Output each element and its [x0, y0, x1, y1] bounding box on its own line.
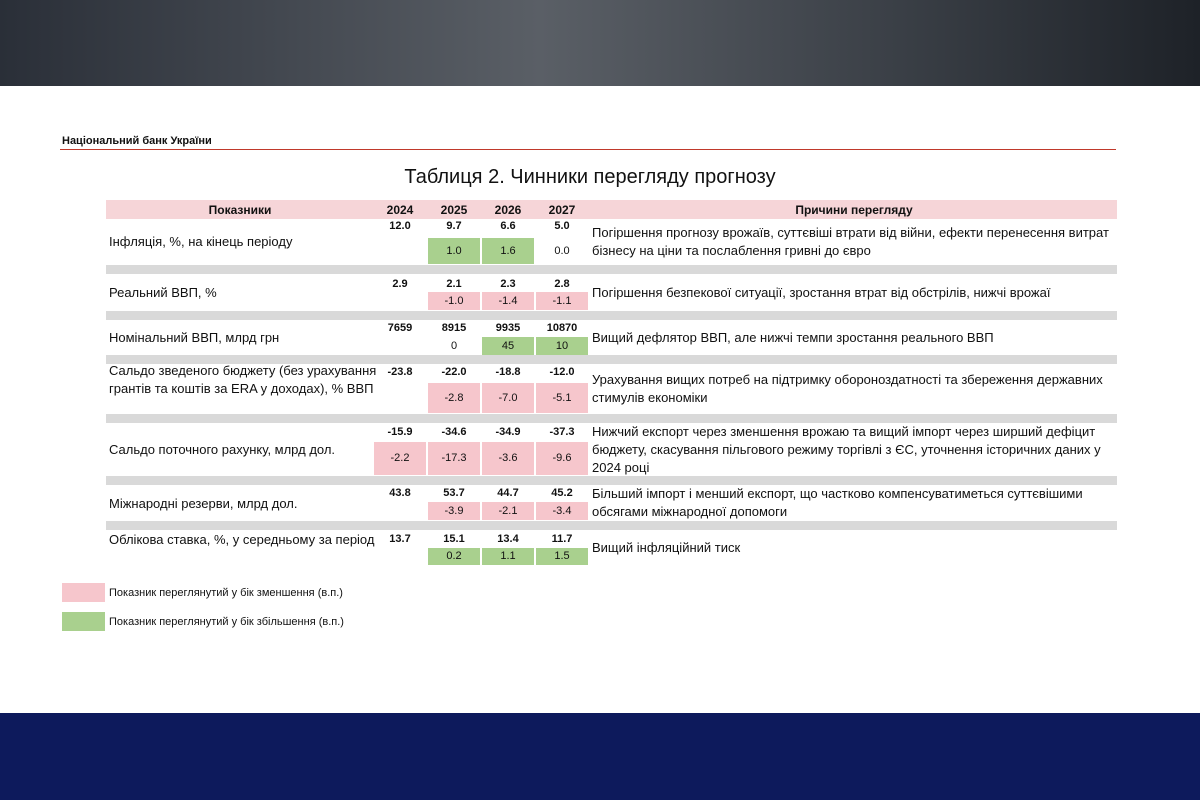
row-separator: [106, 476, 1117, 485]
value-current-account-2025: -34.6: [441, 426, 467, 438]
revision-budget-balance-2025: -2.8: [428, 383, 480, 413]
revision-budget-balance-2027: -5.1: [536, 383, 588, 413]
row-label-inflation: Інфляція, %, на кінець періоду: [109, 234, 293, 249]
row-separator: [106, 414, 1117, 423]
value-budget-balance-2024: -23.8: [387, 366, 413, 378]
revision-reserves-2027: -3.4: [536, 502, 588, 520]
reason-real-gdp: Погіршення безпекової ситуації, зростання втрат від обстрілів, нижчі врожаї: [592, 285, 1051, 300]
revision-nominal-gdp-2025: 0: [450, 340, 458, 352]
col-header-reasons: Причини перегляду: [795, 203, 913, 217]
value-real-gdp-2025: 2.1: [446, 278, 462, 290]
value-nominal-gdp-2025: 8915: [441, 322, 467, 334]
reason-current-account: Нижчий експорт через зменшення врожаю та вищий імпорт через ширший дефіцит бюджету, скасування пільгового режиму торгівлі з ЄС, уточнення історичних даних у 2024 році: [592, 424, 1101, 475]
value-inflation-2027: 5.0: [554, 220, 570, 232]
value-current-account-2026: -34.9: [495, 426, 521, 438]
col-header-indicator: Показники: [208, 203, 272, 217]
row-label-policy-rate: Облікова ставка, %, у середньому за період: [109, 532, 375, 547]
revision-current-account-2025: -17.3: [428, 442, 480, 475]
row-label-real-gdp: Реальний ВВП, %: [109, 285, 217, 300]
legend-increase-label: Показник переглянутий у бік збільшення (в.п.): [109, 616, 344, 628]
row-label-current-account: Сальдо поточного рахунку, млрд дол.: [109, 442, 336, 457]
top-banner: [0, 0, 1200, 86]
reason-inflation: Погіршення прогнозу врожаїв, суттєвіші втрати від війни, ефекти перенесення витрат бізнесу на ціни та послаблення гривні до євро: [592, 225, 1109, 258]
revision-inflation-2025: 1.0: [428, 238, 480, 264]
bottom-banner: [0, 713, 1200, 800]
value-policy-rate-2026: 13.4: [497, 533, 519, 545]
value-reserves-2026: 44.7: [497, 487, 519, 499]
revision-inflation-2026: 1.6: [482, 238, 534, 264]
col-header-2027: 2027: [548, 203, 576, 217]
value-real-gdp-2026: 2.3: [500, 278, 516, 290]
revision-current-account-2026: -3.6: [482, 442, 534, 475]
value-current-account-2024: -15.9: [387, 426, 413, 438]
value-inflation-2025: 9.7: [446, 220, 462, 232]
value-reserves-2024: 43.8: [389, 487, 411, 499]
reason-budget-balance: Урахування вищих потреб на підтримку обороноздатності та збереження державних стимулів економіки: [592, 372, 1103, 405]
value-nominal-gdp-2027: 10870: [546, 322, 578, 334]
row-label-nominal-gdp: Номінальний ВВП, млрд грн: [109, 330, 280, 345]
value-budget-balance-2026: -18.8: [495, 366, 521, 378]
revision-inflation-2027: 0.0: [554, 245, 570, 257]
revision-real-gdp-2026: -1.4: [482, 292, 534, 310]
revision-policy-rate-2025: 0.2: [428, 548, 480, 565]
revision-nominal-gdp-2026: 45: [482, 337, 534, 355]
value-inflation-2026: 6.6: [500, 220, 516, 232]
reason-nominal-gdp: Вищий дефлятор ВВП, але нижчі темпи зростання реального ВВП: [592, 330, 994, 345]
revision-budget-balance-2026: -7.0: [482, 383, 534, 413]
value-reserves-2025: 53.7: [443, 487, 465, 499]
value-current-account-2027: -37.3: [549, 426, 575, 438]
revision-real-gdp-2025: -1.0: [428, 292, 480, 310]
brand-name: Національний банк України: [62, 135, 212, 147]
row-label-budget-balance: Сальдо зведеного бюджету (без урахування грантів та коштів за ERA у доходах), % ВВП: [109, 363, 377, 396]
table-title: Таблиця 2. Чинники перегляду прогнозу: [404, 166, 776, 188]
revision-reserves-2026: -2.1: [482, 502, 534, 520]
reason-policy-rate: Вищий інфляційний тиск: [592, 540, 741, 555]
revision-policy-rate-2026: 1.1: [482, 548, 534, 565]
revision-real-gdp-2027: -1.1: [536, 292, 588, 310]
value-policy-rate-2025: 15.1: [443, 533, 465, 545]
legend-decrease-label: Показник переглянутий у бік зменшення (в.п.): [109, 587, 343, 599]
value-nominal-gdp-2024: 7659: [387, 322, 413, 334]
row-separator: [106, 521, 1117, 530]
legend-increase-swatch: [62, 612, 105, 631]
col-header-2025: 2025: [440, 203, 468, 217]
revision-policy-rate-2027: 1.5: [536, 548, 588, 565]
revision-current-account-2027: -9.6: [536, 442, 588, 475]
row-label-reserves: Міжнародні резерви, млрд дол.: [109, 496, 298, 511]
row-separator: [106, 311, 1117, 320]
value-policy-rate-2024: 13.7: [389, 533, 411, 545]
value-inflation-2024: 12.0: [389, 220, 411, 232]
revision-reserves-2025: -3.9: [428, 502, 480, 520]
value-budget-balance-2025: -22.0: [441, 366, 467, 378]
value-reserves-2027: 45.2: [551, 487, 573, 499]
reason-reserves: Більший імпорт і менший експорт, що частково компенсуватиметься суттєвішими обсягами міжнародної допомоги: [592, 486, 1083, 519]
value-budget-balance-2027: -12.0: [549, 366, 575, 378]
header-rule: [60, 149, 1116, 150]
revision-nominal-gdp-2027: 10: [536, 337, 588, 355]
value-policy-rate-2027: 11.7: [551, 533, 573, 545]
col-header-2026: 2026: [494, 203, 522, 217]
legend-decrease-swatch: [62, 583, 105, 602]
revision-current-account-2024: -2.2: [374, 442, 426, 475]
col-header-2024: 2024: [386, 203, 414, 217]
row-separator: [106, 265, 1117, 274]
value-real-gdp-2027: 2.8: [554, 278, 570, 290]
value-real-gdp-2024: 2.9: [392, 278, 408, 290]
value-nominal-gdp-2026: 9935: [495, 322, 521, 334]
